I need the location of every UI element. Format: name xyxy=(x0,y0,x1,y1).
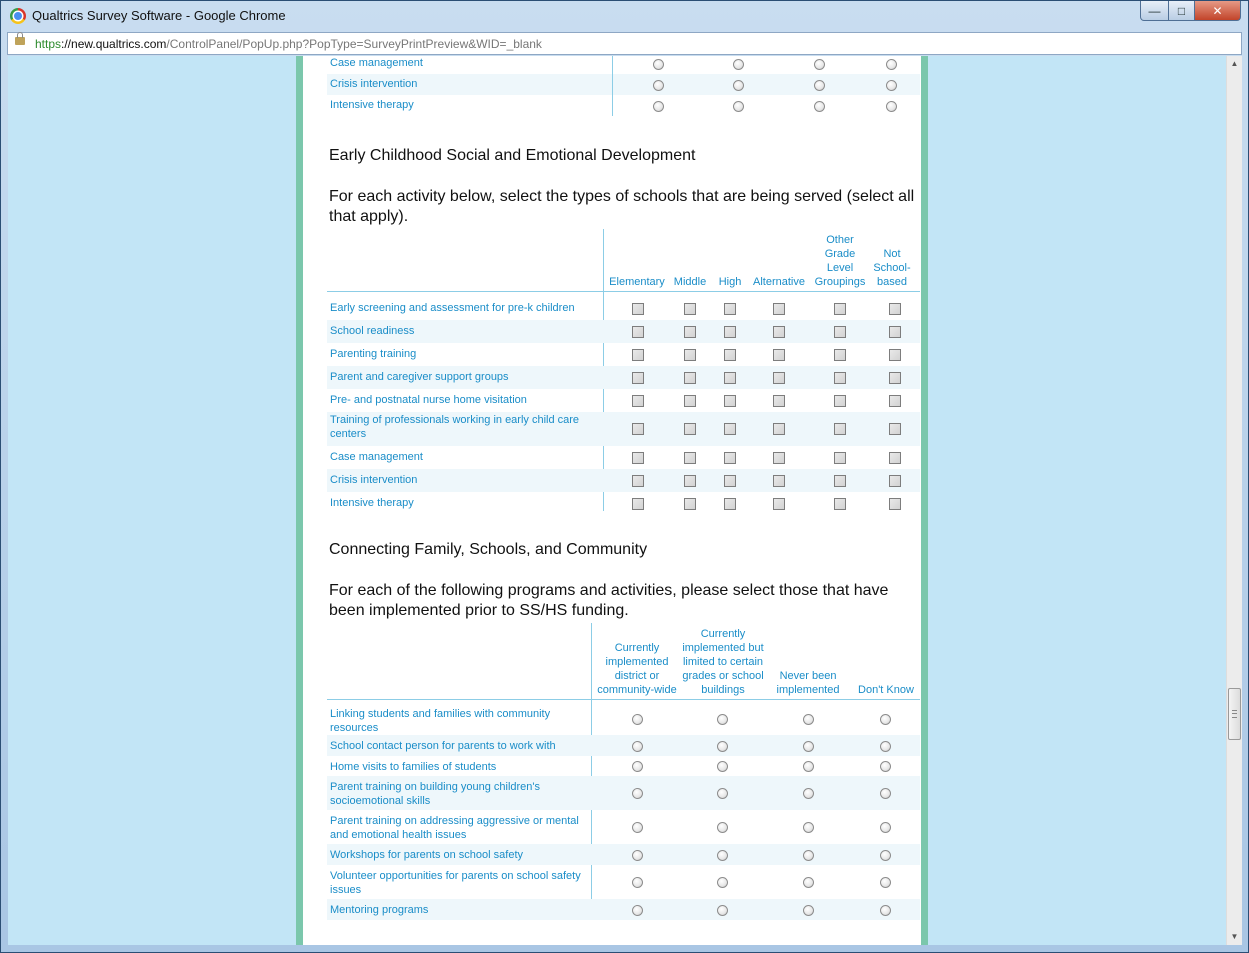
radio-button[interactable] xyxy=(653,80,664,91)
checkbox[interactable] xyxy=(684,326,696,338)
survey-page xyxy=(296,56,928,945)
radio-button[interactable] xyxy=(803,877,814,888)
column-header: Other Grade Level Groupings xyxy=(814,234,866,288)
checkbox[interactable] xyxy=(834,372,846,384)
address-bar[interactable] xyxy=(7,32,1242,55)
checkbox[interactable] xyxy=(684,498,696,510)
checkbox[interactable] xyxy=(724,452,736,464)
checkbox[interactable] xyxy=(632,395,644,407)
url-text[interactable] xyxy=(35,37,542,51)
radio-button[interactable] xyxy=(880,788,891,799)
checkbox[interactable] xyxy=(684,423,696,435)
radio-button[interactable] xyxy=(880,714,891,725)
radio-button[interactable] xyxy=(803,905,814,916)
maximize-button[interactable]: □ xyxy=(1169,1,1195,21)
checkbox[interactable] xyxy=(684,349,696,361)
row-label: Parenting training xyxy=(330,348,417,360)
checkbox[interactable] xyxy=(773,395,785,407)
checkbox[interactable] xyxy=(773,372,785,384)
close-button[interactable]: ✕ xyxy=(1195,1,1241,21)
radio-button[interactable] xyxy=(653,59,664,70)
radio-button[interactable] xyxy=(632,905,643,916)
question-title: Connecting Family, Schools, and Community xyxy=(329,541,648,558)
checkbox[interactable] xyxy=(724,498,736,510)
row-label: Workshops for parents on school safety xyxy=(330,849,524,861)
header-rule xyxy=(327,699,920,700)
page-viewport xyxy=(8,56,1226,945)
checkbox[interactable] xyxy=(773,475,785,487)
checkbox[interactable] xyxy=(724,372,736,384)
matrix-divider xyxy=(591,623,592,920)
checkbox[interactable] xyxy=(834,303,846,315)
column-header: Currently implemented but limited to certain grades or school buildings xyxy=(682,628,764,696)
chrome-icon xyxy=(10,8,26,24)
checkbox[interactable] xyxy=(773,452,785,464)
checkbox[interactable] xyxy=(834,475,846,487)
radio-button[interactable] xyxy=(803,850,814,861)
checkbox[interactable] xyxy=(684,372,696,384)
checkbox[interactable] xyxy=(724,303,736,315)
radio-button[interactable] xyxy=(803,714,814,725)
checkbox[interactable] xyxy=(889,475,901,487)
checkbox[interactable] xyxy=(724,349,736,361)
checkbox[interactable] xyxy=(684,475,696,487)
checkbox[interactable] xyxy=(773,498,785,510)
checkbox[interactable] xyxy=(889,372,901,384)
row-label: Parent and caregiver support groups xyxy=(330,371,509,383)
checkbox[interactable] xyxy=(724,423,736,435)
header-rule xyxy=(327,291,920,292)
radio-button[interactable] xyxy=(814,80,825,91)
row-label: School contact person for parents to work with xyxy=(330,740,556,752)
radio-button[interactable] xyxy=(880,822,891,833)
row-label: Case management xyxy=(330,57,423,69)
checkbox[interactable] xyxy=(889,395,901,407)
scroll-up-icon[interactable]: ▲ xyxy=(1230,59,1239,68)
checkbox[interactable] xyxy=(834,423,846,435)
radio-button[interactable] xyxy=(880,761,891,772)
column-header: Not School-based xyxy=(873,248,911,288)
column-header: Never been implemented xyxy=(776,670,840,696)
minimize-button[interactable]: — xyxy=(1140,1,1169,21)
scroll-thumb[interactable] xyxy=(1228,688,1241,740)
question-text: For each activity below, select the types of schools that are being served (select all that apply). xyxy=(329,188,915,225)
vertical-scrollbar[interactable] xyxy=(1226,56,1242,945)
radio-button[interactable] xyxy=(717,877,728,888)
column-header: Elementary xyxy=(609,276,665,288)
lock-icon xyxy=(15,37,25,45)
radio-button[interactable] xyxy=(717,714,728,725)
row-label: Case management xyxy=(330,451,423,463)
radio-button[interactable] xyxy=(814,59,825,70)
radio-button[interactable] xyxy=(632,822,643,833)
radio-button[interactable] xyxy=(717,788,728,799)
radio-button[interactable] xyxy=(880,741,891,752)
radio-button[interactable] xyxy=(733,59,744,70)
url-host: ://new.qualtrics.com xyxy=(61,37,167,51)
question-text: For each of the following programs and activities, please select those that have been implemented prior to SS/HS funding. xyxy=(329,582,889,619)
checkbox[interactable] xyxy=(684,452,696,464)
radio-button[interactable] xyxy=(717,905,728,916)
checkbox[interactable] xyxy=(834,452,846,464)
checkbox[interactable] xyxy=(834,349,846,361)
checkbox[interactable] xyxy=(773,349,785,361)
checkbox[interactable] xyxy=(889,303,901,315)
checkbox[interactable] xyxy=(724,326,736,338)
row-label: School readiness xyxy=(330,325,415,337)
radio-button[interactable] xyxy=(880,905,891,916)
row-label: Home visits to families of students xyxy=(330,761,497,773)
radio-button[interactable] xyxy=(632,761,643,772)
checkbox[interactable] xyxy=(632,423,644,435)
radio-button[interactable] xyxy=(632,741,643,752)
radio-button[interactable] xyxy=(803,788,814,799)
row-label: Volunteer opportunities for parents on school safety issues xyxy=(330,870,581,896)
row-label: Training of professionals working in early child care centers xyxy=(330,414,580,440)
radio-button[interactable] xyxy=(632,788,643,799)
radio-button[interactable] xyxy=(880,850,891,861)
checkbox[interactable] xyxy=(889,423,901,435)
scroll-down-icon[interactable]: ▼ xyxy=(1230,932,1239,941)
row-label: Parent training on building young children's socioemotional skills xyxy=(330,781,541,807)
url-path: /ControlPanel/PopUp.php?PopType=SurveyPrintPreview&WID=_blank xyxy=(166,37,542,51)
radio-button[interactable] xyxy=(653,101,664,112)
checkbox[interactable] xyxy=(834,498,846,510)
radio-button[interactable] xyxy=(886,101,897,112)
radio-button[interactable] xyxy=(733,101,744,112)
checkbox[interactable] xyxy=(773,423,785,435)
checkbox[interactable] xyxy=(684,303,696,315)
row-label: Mentoring programs xyxy=(330,904,429,916)
checkbox[interactable] xyxy=(632,303,644,315)
checkbox[interactable] xyxy=(724,395,736,407)
radio-button[interactable] xyxy=(632,877,643,888)
checkbox[interactable] xyxy=(834,326,846,338)
checkbox[interactable] xyxy=(632,326,644,338)
radio-button[interactable] xyxy=(717,761,728,772)
column-header: Middle xyxy=(673,276,707,288)
checkbox[interactable] xyxy=(632,475,644,487)
radio-button[interactable] xyxy=(803,822,814,833)
radio-button[interactable] xyxy=(632,714,643,725)
checkbox[interactable] xyxy=(889,498,901,510)
title-bar[interactable] xyxy=(1,1,1248,31)
checkbox[interactable] xyxy=(632,498,644,510)
radio-button[interactable] xyxy=(717,822,728,833)
column-header: High xyxy=(718,276,742,288)
radio-button[interactable] xyxy=(717,741,728,752)
checkbox[interactable] xyxy=(632,372,644,384)
url-scheme: https xyxy=(35,37,62,51)
row-label: Intensive therapy xyxy=(330,99,414,111)
checkbox[interactable] xyxy=(889,452,901,464)
matrix-divider xyxy=(612,56,613,116)
checkbox[interactable] xyxy=(632,452,644,464)
radio-button[interactable] xyxy=(803,741,814,752)
radio-button[interactable] xyxy=(717,850,728,861)
checkbox[interactable] xyxy=(684,395,696,407)
row-label: Crisis intervention xyxy=(330,78,418,90)
window-controls xyxy=(1140,1,1241,21)
row-label: Early screening and assessment for pre-k children xyxy=(330,302,575,314)
radio-button[interactable] xyxy=(886,59,897,70)
radio-button[interactable] xyxy=(733,80,744,91)
checkbox[interactable] xyxy=(889,349,901,361)
row-label: Pre- and postnatal nurse home visitation xyxy=(330,394,527,406)
row-label: Parent training on addressing aggressive or mental and emotional health issues xyxy=(330,815,579,841)
radio-button[interactable] xyxy=(632,850,643,861)
question-title: Early Childhood Social and Emotional Development xyxy=(329,147,696,164)
checkbox[interactable] xyxy=(889,326,901,338)
checkbox[interactable] xyxy=(632,349,644,361)
checkbox[interactable] xyxy=(773,326,785,338)
row-label: Intensive therapy xyxy=(330,497,414,509)
column-header: Alternative xyxy=(753,276,805,288)
checkbox[interactable] xyxy=(724,475,736,487)
radio-button[interactable] xyxy=(803,761,814,772)
row-label: Crisis intervention xyxy=(330,474,418,486)
checkbox[interactable] xyxy=(834,395,846,407)
checkbox[interactable] xyxy=(773,303,785,315)
radio-button[interactable] xyxy=(814,101,825,112)
window-title: Qualtrics Survey Software - Google Chrome xyxy=(32,8,286,23)
radio-button[interactable] xyxy=(886,80,897,91)
radio-button[interactable] xyxy=(880,877,891,888)
column-header: Don't Know xyxy=(858,684,914,696)
column-header: Currently implemented district or community-wide xyxy=(597,642,677,696)
row-label: Linking students and families with community resources xyxy=(330,708,551,734)
